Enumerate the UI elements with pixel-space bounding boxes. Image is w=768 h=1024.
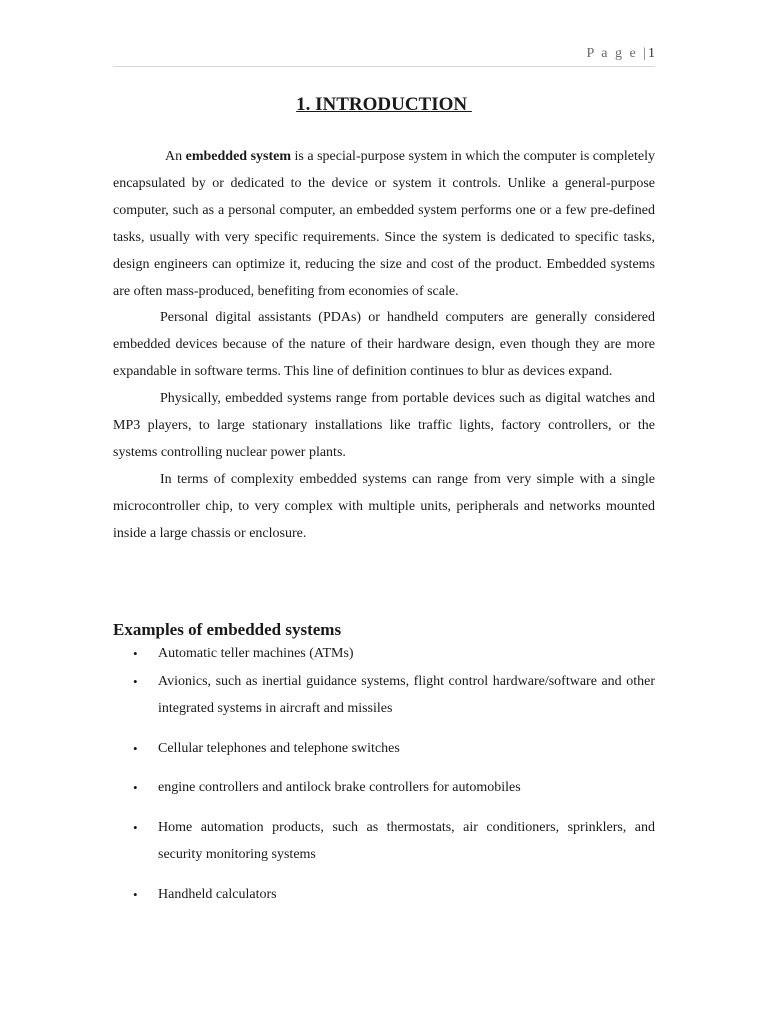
list-item	[113, 814, 655, 869]
bullet-icon: •	[133, 886, 138, 902]
bullet-icon: •	[133, 673, 138, 689]
body-text	[113, 144, 655, 548]
list-item-text: Automatic teller machines (ATMs)	[158, 646, 354, 661]
examples-heading: Examples of embedded systems	[113, 620, 342, 639]
paragraph-3: Physically, embedded systems range from portable devices such as digital watches and MP3 players, to large stationary installations like traffic lights, factory controllers, or the systems controlling nuclear power plants.	[113, 391, 655, 460]
list-item	[113, 774, 655, 802]
paragraph-2: Personal digital assistants (PDAs) or handheld computers are generally considered embedded devices because of the nature of their hardware design, even though they are more expandable in software terms. This line of definition continues to blur as devices expand.	[113, 310, 655, 380]
bullet-icon: •	[133, 819, 138, 835]
list-item-text: engine controllers and antilock brake controllers for automobiles	[158, 780, 521, 795]
list-item	[113, 881, 655, 909]
page-label: P a g e |	[586, 46, 648, 61]
list-item	[113, 640, 655, 668]
examples-list	[113, 640, 655, 908]
term-embedded-system: embedded system	[185, 149, 292, 164]
bullet-icon: •	[133, 740, 138, 756]
list-item-text: Cellular telephones and telephone switches	[158, 740, 400, 756]
list-item-text: Avionics, such as inertial guidance systems, flight control hardware/software and other integrated systems in aircraft and missiles	[158, 673, 655, 716]
bullet-icon: •	[133, 646, 138, 661]
paragraph-1-body: is a special-purpose system in which the computer is completely encapsulated by or dedicated to the device or system it controls. Unlike a general-purpose computer, such as a personal computer, an embedded system performs one or a few pre-defined tasks, usually with very specific requirements. Since the system is dedicated to specific tasks, design engineers can optimize it, reducing the size and cost of the product. Embedded systems are often mass-produced, benefiting from economies of scale.	[113, 149, 655, 299]
paragraph-1-lead: An	[165, 149, 186, 164]
list-item-text: Home automation products, such as thermostats, air conditioners, sprinklers, and security monitoring systems	[158, 819, 655, 862]
list-item	[113, 735, 655, 763]
page-title: 1. INTRODUCTION	[296, 94, 472, 115]
page-header	[587, 46, 656, 62]
page-number: 1	[648, 46, 655, 61]
paragraph-1	[113, 144, 655, 305]
paragraph-4: In terms of complexity embedded systems can range from very simple with a single microcontroller chip, to very complex with multiple units, peripherals and networks mounted inside a large chassis or enclosure.	[113, 471, 655, 541]
bullet-icon: •	[133, 780, 138, 795]
list-item	[113, 668, 655, 723]
list-item-text: Handheld calculators	[158, 886, 277, 902]
header-rule	[113, 66, 655, 67]
